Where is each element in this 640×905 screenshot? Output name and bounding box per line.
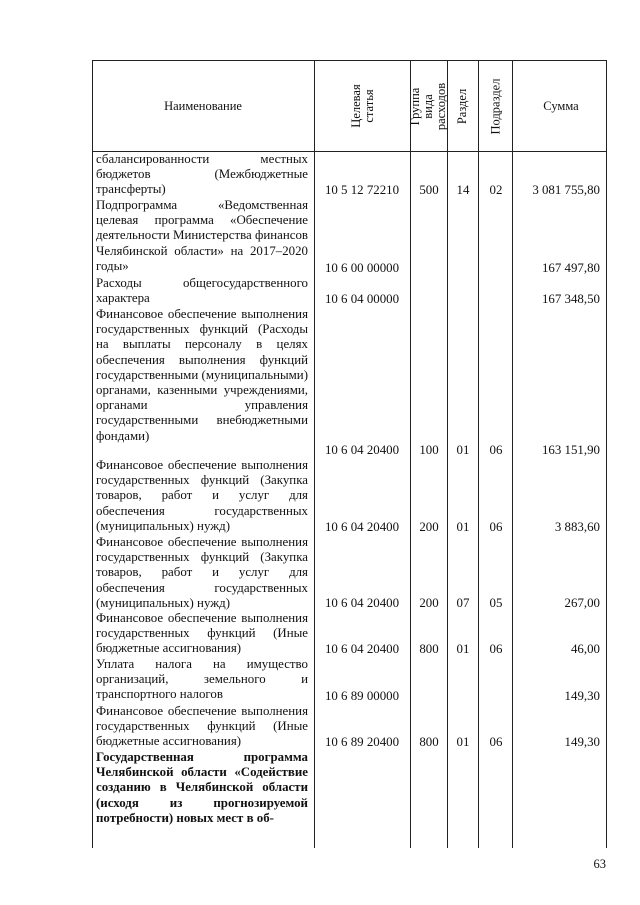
table-row (0, 611, 640, 657)
row-group: 100 (419, 442, 439, 457)
table-row (0, 307, 640, 458)
row-name: сбалансированности местных бюджетов (Межбюджетные трансферты) (96, 152, 308, 197)
table-row (0, 535, 640, 611)
row-sum: 3 883,60 (554, 519, 600, 534)
table-row (0, 750, 640, 842)
row-sum: 163 151,90 (541, 442, 600, 457)
row-subsection: 06 (489, 519, 503, 534)
row-target-code: 10 6 04 20400 (324, 595, 400, 610)
header-target-cell (315, 61, 410, 151)
row-name: Подпрограмма «Ведомственная целевая программа «Обеспечение деятельности Министерства финансов Челябинской области» на 2017–2020 годы» (96, 198, 308, 273)
header-subsection-cell (479, 61, 512, 151)
row-sum: 149,30 (564, 688, 600, 703)
row-section: 07 (456, 595, 470, 610)
row-sum: 167 497,80 (541, 260, 600, 275)
row-subsection: 05 (489, 595, 503, 610)
row-name: Финансовое обеспечение выполнения государственных функций (Иные бюджетные ассигнования) (96, 611, 308, 656)
header-group-cell (408, 61, 449, 151)
row-name: Государственная программа Челябинской области «Содействие созданию в Челябинской области (исходя из прогнозируемой потребности) новых мест в об- (96, 750, 308, 825)
row-name: Финансовое обеспечение выполнения государственных функций (Закупка товаров, работ и услуг для обеспечения государственных (муниципальных) нужд) (96, 458, 308, 533)
page-number: 63 (593, 857, 606, 871)
row-name: Расходы общегосударственного характера (96, 276, 308, 306)
header-section: Раздел (455, 88, 470, 124)
row-sum: 3 081 755,80 (532, 182, 600, 197)
table-row (0, 657, 640, 704)
header-target: Целевая статья (348, 84, 376, 128)
table-body (0, 152, 640, 842)
table-row (0, 276, 640, 307)
table-row (0, 152, 640, 198)
header-sum: Сумма (543, 98, 579, 113)
row-subsection: 06 (489, 734, 503, 749)
row-section: 01 (456, 734, 470, 749)
row-sum: 149,30 (564, 734, 600, 749)
header-subsection: Подраздел (488, 78, 502, 134)
row-section: 01 (456, 641, 470, 656)
header-name: Наименование (164, 98, 242, 113)
row-group: 200 (419, 595, 439, 610)
row-group: 500 (419, 182, 439, 197)
row-subsection: 06 (489, 641, 503, 656)
row-section: 14 (456, 182, 470, 197)
row-sum: 46,00 (570, 641, 600, 656)
table-row (0, 704, 640, 750)
row-group: 800 (419, 641, 439, 656)
row-group: 200 (419, 519, 439, 534)
row-group: 800 (419, 734, 439, 749)
header-group: Группа вида расходов (408, 82, 449, 130)
table-row (0, 198, 640, 276)
row-subsection: 06 (489, 442, 503, 457)
row-section: 01 (456, 519, 470, 534)
row-target-code: 10 6 00 00000 (324, 260, 400, 275)
row-target-code: 10 6 04 20400 (324, 519, 400, 534)
row-target-code: 10 6 04 20400 (324, 442, 400, 457)
row-target-code: 10 5 12 72210 (324, 182, 400, 197)
row-target-code: 10 6 04 20400 (324, 641, 400, 656)
row-subsection: 02 (489, 182, 503, 197)
row-sum: 267,00 (564, 595, 600, 610)
row-name: Финансовое обеспечение выполнения государственных функций (Расходы на выплаты персоналу в целях обеспечения выполнения функций государственными (муниципальными) органами, казенными учреждениями, органами управления государственными внебюджетными фондами) (96, 307, 308, 443)
row-target-code: 10 6 89 20400 (324, 734, 400, 749)
row-name: Финансовое обеспечение выполнения государственных функций (Иные бюджетные ассигнования) (96, 704, 308, 749)
table-row (0, 458, 640, 535)
row-section: 01 (456, 442, 470, 457)
row-target-code: 10 6 04 00000 (324, 291, 400, 306)
header-section-cell (448, 61, 478, 151)
row-name: Уплата налога на имущество организаций, земельного и транспортного налогов (96, 657, 308, 702)
row-target-code: 10 6 89 00000 (324, 688, 400, 703)
row-name: Финансовое обеспечение выполнения государственных функций (Закупка товаров, работ и услуг для обеспечения государственных (муниципальных) нужд) (96, 535, 308, 610)
row-sum: 167 348,50 (541, 291, 600, 306)
